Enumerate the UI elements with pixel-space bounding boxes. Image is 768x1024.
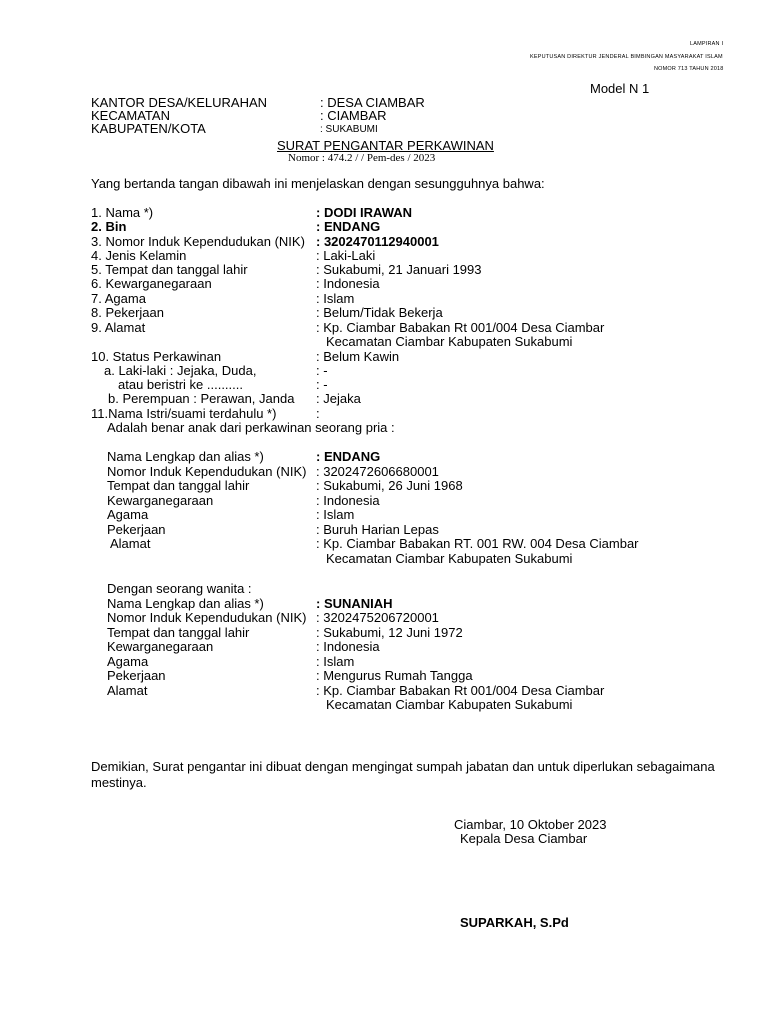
office-label: KABUPATEN/KOTA bbox=[91, 121, 206, 136]
nomor-keputusan-label: NOMOR 713 TAHUN 2018 bbox=[654, 66, 724, 72]
signer-name: SUPARKAH, S.Pd bbox=[460, 915, 569, 930]
field-value: : Sukabumi, 21 Januari 1993 bbox=[316, 262, 482, 277]
field-label: Nama Lengkap dan alias *) bbox=[107, 449, 264, 464]
field-label: 6. Kewarganegaraan bbox=[91, 276, 212, 291]
field-value-continuation: Kecamatan Ciambar Kabupaten Sukabumi bbox=[326, 697, 573, 712]
field-value: : Indonesia bbox=[316, 639, 380, 654]
field-value-continuation: Kecamatan Ciambar Kabupaten Sukabumi bbox=[326, 551, 573, 566]
keputusan-label: KEPUTUSAN DIREKTUR JENDERAL BIMBINGAN MASYARAKAT ISLAM bbox=[530, 54, 723, 60]
field-value: : Kp. Ciambar Babakan Rt 001/004 Desa Ciambar bbox=[316, 320, 605, 335]
field-value: : Buruh Harian Lepas bbox=[316, 522, 439, 537]
closing-text-end: mestinya. bbox=[91, 775, 147, 790]
field-label: 8. Pekerjaan bbox=[91, 305, 164, 320]
field-value: : ENDANG bbox=[316, 219, 381, 234]
field-label: 3. Nomor Induk Kependudukan (NIK) bbox=[91, 234, 305, 249]
field-value: : Kp. Ciambar Babakan Rt 001/004 Desa Ciambar bbox=[316, 683, 605, 698]
field-value: : - bbox=[316, 363, 328, 378]
office-label: KECAMATAN bbox=[91, 108, 170, 123]
field-value: : SUNANIAH bbox=[316, 596, 393, 611]
signer-title: Kepala Desa Ciambar bbox=[460, 831, 588, 846]
field-value: : Islam bbox=[316, 654, 355, 669]
field-value: : Mengurus Rumah Tangga bbox=[316, 668, 473, 683]
with-woman-text: Dengan seorang wanita : bbox=[107, 581, 252, 596]
closing-text: Demikian, Surat pengantar ini dibuat dengan mengingat sumpah jabatan dan untuk diperlukan sebagaimana bbox=[91, 759, 715, 774]
field-value: : ENDANG bbox=[316, 449, 381, 464]
office-value: : CIAMBAR bbox=[320, 108, 387, 123]
field-label: Tempat dan tanggal lahir bbox=[107, 625, 250, 640]
field-value: : Islam bbox=[316, 507, 355, 522]
field-label: b. Perempuan : Perawan, Janda bbox=[108, 391, 295, 406]
field-value-continuation: Kecamatan Ciambar Kabupaten Sukabumi bbox=[326, 334, 573, 349]
field-value: : bbox=[316, 406, 320, 421]
field-label: Tempat dan tanggal lahir bbox=[107, 478, 250, 493]
field-value: : Laki-Laki bbox=[316, 248, 376, 263]
office-value: : SUKABUMI bbox=[320, 124, 378, 135]
lampiran-label: LAMPIRAN I bbox=[690, 41, 724, 47]
field-value: : Belum Kawin bbox=[316, 349, 400, 364]
model-label: Model N 1 bbox=[590, 81, 650, 96]
field-value: : 3202475206720001 bbox=[316, 610, 439, 625]
field-value: : Sukabumi, 26 Juni 1968 bbox=[316, 478, 463, 493]
field-label: Nama Lengkap dan alias *) bbox=[107, 596, 264, 611]
field-value: : Jejaka bbox=[316, 391, 361, 406]
field-label: Agama bbox=[107, 654, 149, 669]
intro-text: Yang bertanda tangan dibawah ini menjelaskan dengan sesungguhnya bahwa: bbox=[91, 176, 545, 191]
field-label: Nomor Induk Kependudukan (NIK) bbox=[107, 464, 307, 479]
field-value: : 3202470112940001 bbox=[316, 234, 439, 249]
field-label: atau beristri ke .......... bbox=[118, 377, 243, 392]
field-label: 5. Tempat dan tanggal lahir bbox=[91, 262, 248, 277]
field-label: Alamat bbox=[107, 683, 148, 698]
field-label: a. Laki-laki : Jejaka, Duda, bbox=[104, 363, 257, 378]
field-value: : 3202472606680001 bbox=[316, 464, 439, 479]
place-date: Ciambar, 10 Oktober 2023 bbox=[454, 817, 607, 832]
field-label: 4. Jenis Kelamin bbox=[91, 248, 187, 263]
document-number: Nomor : 474.2 / / Pem-des / 2023 bbox=[288, 152, 436, 164]
field-value: : Belum/Tidak Bekerja bbox=[316, 305, 443, 320]
field-label: Pekerjaan bbox=[107, 522, 166, 537]
office-label: KANTOR DESA/KELURAHAN bbox=[91, 95, 268, 110]
field-label: Agama bbox=[107, 507, 149, 522]
field-value: : Islam bbox=[316, 291, 355, 306]
child-of-text: Adalah benar anak dari perkawinan seorang pria : bbox=[107, 420, 395, 435]
field-label: Nomor Induk Kependudukan (NIK) bbox=[107, 610, 307, 625]
office-value: : DESA CIAMBAR bbox=[320, 95, 425, 110]
field-value: : Sukabumi, 12 Juni 1972 bbox=[316, 625, 463, 640]
field-label: Kewarganegaraan bbox=[107, 493, 214, 508]
field-value: : Kp. Ciambar Babakan RT. 001 RW. 004 Desa Ciambar bbox=[316, 536, 639, 551]
field-value: : DODI IRAWAN bbox=[316, 205, 413, 220]
field-value: : - bbox=[316, 377, 328, 392]
field-label: 10. Status Perkawinan bbox=[91, 349, 222, 364]
field-label: Kewarganegaraan bbox=[107, 639, 214, 654]
field-value: : Indonesia bbox=[316, 493, 380, 508]
field-value: : Indonesia bbox=[316, 276, 380, 291]
field-label: 2. Bin bbox=[91, 219, 127, 234]
field-label: 7. Agama bbox=[91, 291, 146, 306]
field-label: Alamat bbox=[110, 536, 151, 551]
field-label: Pekerjaan bbox=[107, 668, 166, 683]
document-title: SURAT PENGANTAR PERKAWINAN bbox=[277, 138, 494, 153]
field-label: 1. Nama *) bbox=[91, 205, 154, 220]
field-label: 11.Nama Istri/suami terdahulu *) bbox=[91, 406, 277, 421]
field-label: 9. Alamat bbox=[91, 320, 146, 335]
